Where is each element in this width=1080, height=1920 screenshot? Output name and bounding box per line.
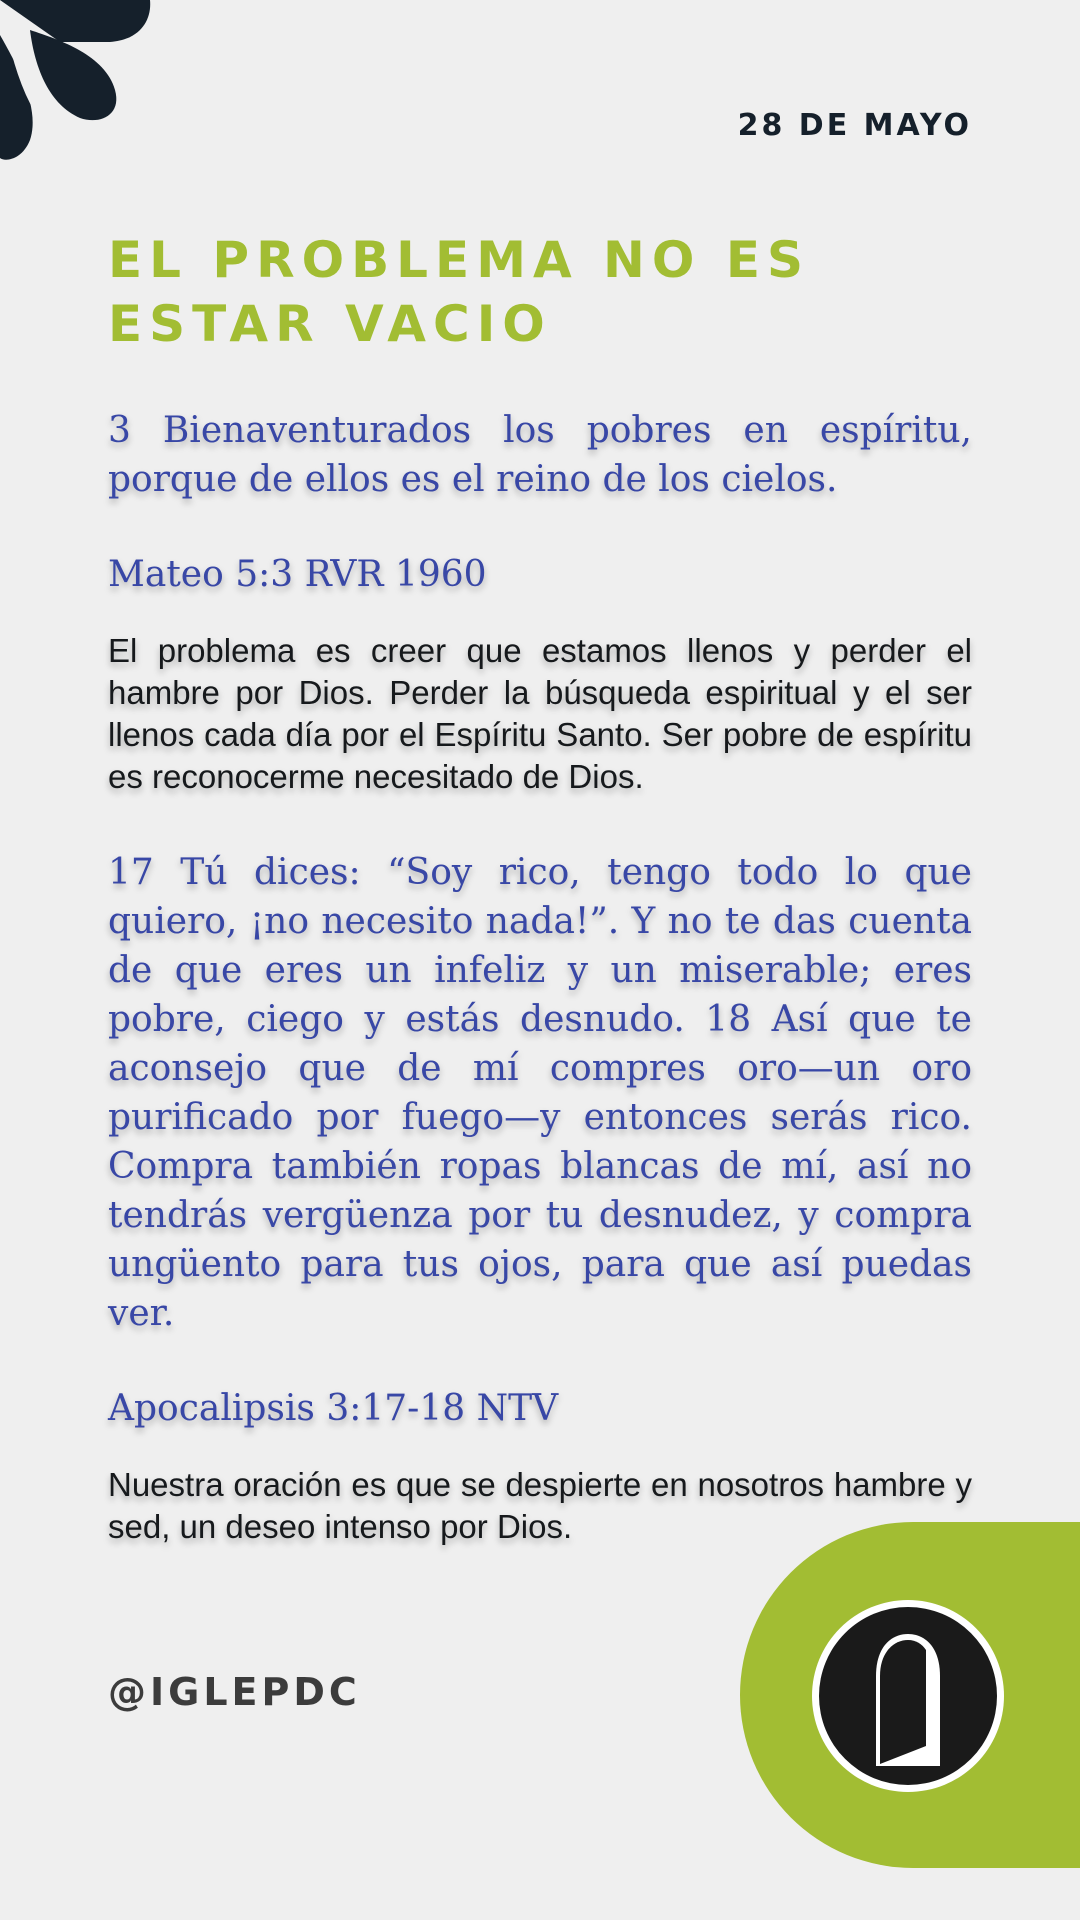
- scripture-reference-2: Apocalipsis 3:17-18 NTV: [108, 1388, 559, 1429]
- social-handle: @IGLEPDC: [108, 1670, 361, 1714]
- scripture-verse-2: 17 Tú dices: “Soy rico, tengo todo lo que quiero, ¡no necesito nada!”. Y no te das cuenta de que eres un infeliz y un miserable; eres pobre, ciego y estás desnudo. 18 Así que te aconsejo que de mí compres oro—un oro purificado por fuego—y entonces serás rico. Compra también ropas blancas de mí, así no tendrás vergüenza por tu desnudez, y compra ungüento para tus ojos, para que así puedas ver.: [108, 852, 972, 1334]
- scripture-verse-1: 3 Bienaventurados los pobres en espíritu, porque de ellos es el reino de los cielos.: [108, 410, 972, 500]
- date-label: 28 DE MAYO: [737, 108, 972, 143]
- devotional-content: [108, 228, 972, 1598]
- reflection-paragraph-2: Nuestra oración es que se despierte en nosotros hambre y sed, un deseo intenso por Dios.: [108, 1466, 972, 1545]
- flower-petals-icon: [0, 0, 160, 160]
- door-arch-logo-icon: [810, 1598, 1006, 1794]
- devotional-title: EL PROBLEMA NO ES ESTAR VACIO: [108, 231, 810, 353]
- reflection-paragraph-1: El problema es creer que estamos llenos y perder el hambre por Dios. Perder la búsqueda espiritual y el ser llenos cada día por el Espíritu Santo. Ser pobre de espíritu es reconocerme necesitado de Dios.: [108, 632, 972, 795]
- scripture-reference-1: Mateo 5:3 RVR 1960: [108, 554, 487, 595]
